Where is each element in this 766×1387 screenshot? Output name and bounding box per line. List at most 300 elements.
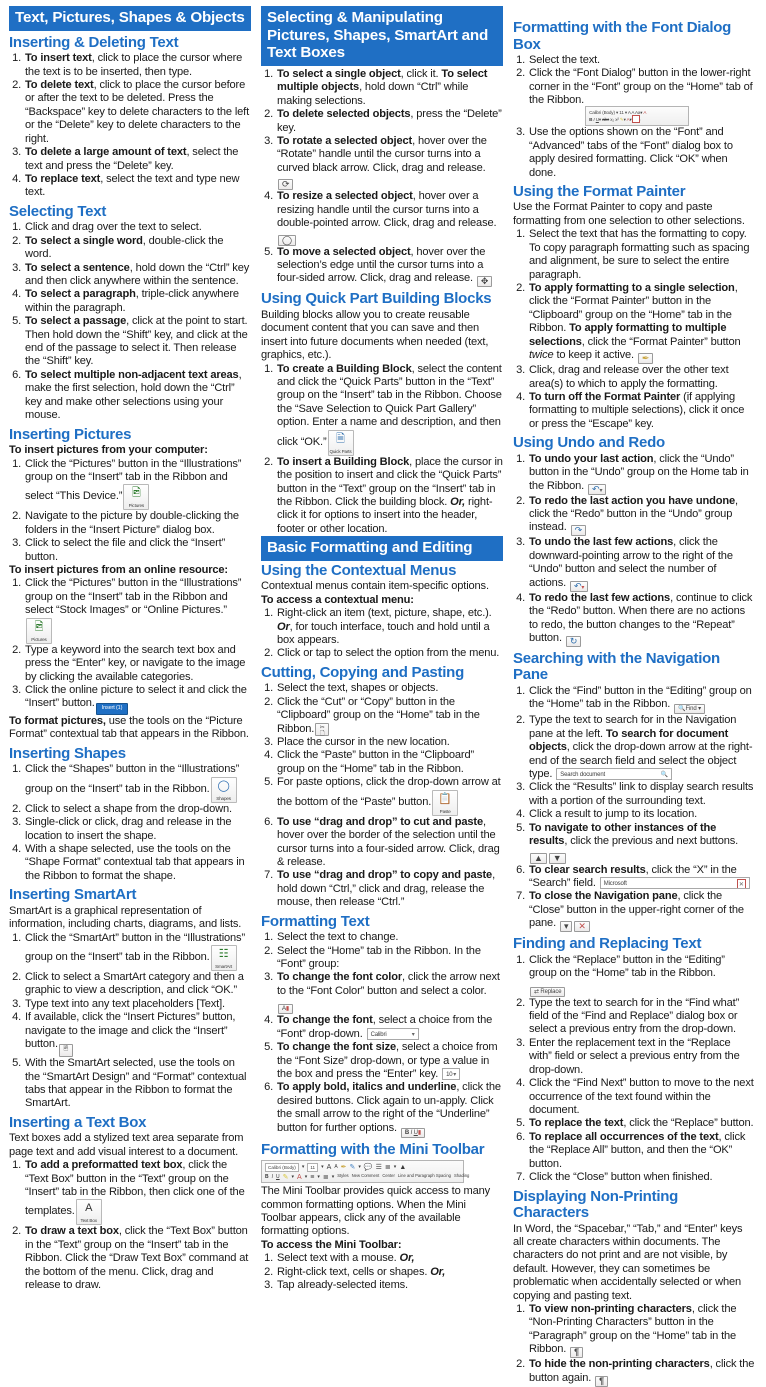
find-button[interactable] bbox=[674, 704, 705, 714]
navigation-search-placeholder: Search document bbox=[560, 772, 606, 779]
search-field-with-value[interactable] bbox=[600, 877, 750, 889]
list-item bbox=[528, 1303, 755, 1358]
heading-font-dialog-box: Formatting with the Font Dialog Box bbox=[513, 19, 732, 53]
item-text: Click the “SmartArt” button in the “Illustrations” group on the “Insert” tab in the Ribbon. bbox=[25, 931, 245, 963]
heading-format-painter: Using the Format Painter bbox=[513, 182, 686, 200]
list-item bbox=[276, 1041, 503, 1081]
list-item bbox=[24, 1057, 251, 1111]
item-text: , click the “Replace” button. bbox=[623, 1117, 754, 1130]
picture-glyph: 🖻 bbox=[131, 487, 141, 500]
replace-button-label: Replace bbox=[540, 988, 562, 995]
list-item bbox=[24, 684, 251, 715]
list-item bbox=[24, 315, 251, 369]
item-text: , click the “Close” button in the upper-right corner of the pane. bbox=[529, 890, 744, 930]
list-item bbox=[24, 1011, 251, 1057]
numbering-icon[interactable]: ≣ bbox=[322, 1174, 329, 1182]
highlight-color-icon[interactable]: ✎ bbox=[282, 1174, 289, 1182]
line-spacing-label[interactable]: Line and Paragraph Spacing bbox=[397, 1173, 451, 1179]
item-bold: To draw a text box bbox=[25, 1225, 119, 1238]
item-text: With the SmartArt selected, use the tools on the “SmartArt Design” and “Format” contextual tabs that appear in the Ribbon to format the SmartArt. bbox=[25, 1057, 247, 1110]
dialog-launcher-icon[interactable] bbox=[632, 115, 640, 123]
item-text: Enter the replacement text in the “Replace with” field or select a previous entry from the drop-down. bbox=[529, 1036, 740, 1076]
list-item bbox=[24, 843, 251, 883]
list-item bbox=[528, 997, 755, 1037]
replace-button[interactable] bbox=[530, 987, 565, 997]
format-painter-icon[interactable]: ✒ bbox=[638, 353, 653, 364]
item-bold: To change the font size bbox=[277, 1041, 396, 1054]
item-text: Type a keyword into the search text box and press the “Enter” key, or navigate to the image by clicking the available categories. bbox=[25, 643, 246, 683]
mini-toolbar-row-1 bbox=[265, 1163, 460, 1172]
repeat-icon[interactable]: ↻ bbox=[566, 636, 581, 647]
list-item bbox=[528, 822, 755, 864]
item-bold: To use “drag and drop” to copy and paste bbox=[277, 869, 493, 882]
list-item bbox=[276, 816, 503, 870]
new-comment-label[interactable]: New Comment bbox=[351, 1173, 380, 1179]
smartart-glyph: ☷ bbox=[218, 947, 229, 960]
search-icon[interactable]: 🔍 bbox=[660, 772, 669, 779]
list-item bbox=[276, 456, 503, 537]
rotate-cursor-icon: ⟳ bbox=[278, 179, 293, 190]
item-bold: To view non-printing characters bbox=[529, 1303, 692, 1316]
item-text: Click the “Font Dialog” button in the lower-right corner in the “Font” group on the “Home” tab of the Ribbon. bbox=[529, 67, 753, 107]
list-item bbox=[24, 763, 251, 802]
item-bold: To change the font color bbox=[277, 971, 403, 984]
list-item bbox=[24, 510, 251, 537]
item-text: Type the text to search for in the Navigation pane at the left. bbox=[529, 714, 737, 740]
font-size-value: 11 bbox=[619, 110, 624, 116]
column-3 bbox=[508, 6, 760, 1386]
list-item bbox=[276, 736, 503, 749]
item-text: , click the “Format Painter” button in the “Clipboard” group on the “Home” tab in the Ribbon. bbox=[529, 281, 738, 335]
strikethrough-icon: abc bbox=[602, 117, 610, 123]
heading-inserting-smartart: Inserting SmartArt bbox=[9, 886, 137, 904]
list-item bbox=[276, 363, 503, 456]
shapes-icon[interactable] bbox=[211, 777, 237, 803]
item-bold: To apply formatting to a single selection bbox=[529, 281, 735, 294]
item-text: , click the “Non-Printing Characters” button in the “Paragraph” group on the “Home” tab in the Ribbon. bbox=[529, 1303, 737, 1356]
item-text: Click the “Find Next” button to move to the next occurrence of the text found within the document. bbox=[529, 1077, 754, 1116]
line-paragraph-spacing-icon[interactable]: ≣ bbox=[384, 1164, 391, 1172]
shrink-font-icon: A bbox=[631, 110, 635, 116]
font-group-row-2: B I U▾ abc x₂ x² ✎▾ A▾ bbox=[589, 117, 632, 123]
pilcrow-glyph: ¶ bbox=[599, 1375, 604, 1386]
item-italic-bold: Or, bbox=[399, 1252, 415, 1265]
column-1 bbox=[4, 6, 256, 1292]
item-text: , hold down “Ctrl,” click and drag, release the mouse, then release “Ctrl.” bbox=[277, 869, 496, 909]
pictures-icon[interactable] bbox=[26, 618, 52, 644]
item-text-2: , hold down “Ctrl” while making selections. bbox=[277, 81, 469, 107]
resize-cursor-icon: ◯ bbox=[278, 235, 296, 246]
list-item bbox=[528, 54, 755, 67]
change-case-icon: Aa bbox=[634, 110, 641, 116]
chevron-down-icon: ▾ bbox=[321, 1164, 324, 1171]
item-text: , click to place the cursor before or after the text to be deleted. Press the “Backspace” key to delete characters to the left or the “Delete” key to delete characters to the right. bbox=[25, 78, 250, 145]
item-text: , press the “Delete” key. bbox=[277, 108, 502, 134]
item-text: , select the content and click the “Quick Parts” button in the “Text” group on the “Insert” tab in the Ribbon. Choose the “Save Selection to Quick Part Gallery” option. Enter a name and description, and then click “OK.” bbox=[277, 362, 502, 448]
item-text: Select the text to change. bbox=[277, 931, 399, 944]
font-group-preview[interactable] bbox=[585, 106, 689, 126]
item-bold: To select a single object bbox=[277, 67, 401, 80]
superscript-icon: x² bbox=[615, 117, 619, 123]
item-text: Click the online picture to select it and click the “Insert” button. bbox=[25, 684, 247, 710]
undo-dropdown-icon[interactable]: ↶▾ bbox=[570, 581, 588, 592]
item-text: , triple-click anywhere within the paragraph. bbox=[25, 288, 239, 314]
list-selecting-manipulating-objects bbox=[261, 68, 503, 287]
bullets-icon[interactable]: ≡ bbox=[310, 1174, 315, 1182]
move-cursor-icon: ✥ bbox=[477, 276, 492, 287]
quick-parts-icon[interactable] bbox=[328, 430, 354, 456]
text-box-icon[interactable] bbox=[76, 1199, 102, 1225]
item-text: Type the text to search for in the “Find what” field of the “Find and Replace” dialog box or select a previous entry from the drop-down. bbox=[529, 996, 740, 1036]
item-bold: To change the font bbox=[277, 1014, 373, 1027]
list-font-dialog-box bbox=[513, 54, 755, 180]
pictures-icon-label: Pictures bbox=[128, 503, 145, 509]
intro-text-box: Text boxes add a stylized text area separate from page text and add visual interest to a document. bbox=[9, 1132, 244, 1158]
font-group-row-1: Calibri (Body) ▾ 11 ▾ A A Aa▾ A bbox=[589, 110, 646, 116]
item-text: Right-click text, cells or shapes. bbox=[277, 1265, 431, 1278]
item-text: , click to place the cursor where the text is to be inserted, then type. bbox=[25, 52, 243, 78]
list-item bbox=[528, 1037, 755, 1077]
item-text: , make the first selection, hold down the “Ctrl” key and make other selections using your mouse. bbox=[25, 368, 242, 422]
list-item bbox=[24, 537, 251, 564]
item-text: For paste options, click the drop-down arrow at the bottom of the “Paste” button. bbox=[277, 776, 501, 808]
list-item bbox=[24, 971, 251, 998]
item-text: , click the “Replace All” button, and then the “OK” button. bbox=[529, 1130, 746, 1170]
center-label[interactable]: Center bbox=[382, 1173, 395, 1179]
item-text: (if applying formatting to multiple selections), click it once or press the “Escape” key. bbox=[529, 390, 745, 430]
item-text: Click the “Results” link to display search results with a portion of the surrounding text. bbox=[529, 781, 754, 807]
list-item bbox=[528, 391, 755, 431]
list-item bbox=[24, 577, 251, 643]
list-item bbox=[528, 1171, 755, 1184]
list-inserting-smartart bbox=[9, 932, 251, 1111]
item-bold: To insert a Building Block bbox=[277, 455, 410, 468]
item-bold: To clear search results bbox=[529, 863, 646, 876]
chevron-down-icon: ▾ bbox=[358, 1164, 361, 1171]
list-non-printing-characters bbox=[513, 1303, 755, 1387]
item-text: , click the previous and next buttons. bbox=[564, 835, 739, 848]
subscript-icon: x₂ bbox=[610, 117, 615, 123]
font-color-icon[interactable]: A bbox=[297, 1174, 302, 1182]
item-text: Select the “Home” tab in the Ribbon. In the “Font” group: bbox=[277, 944, 481, 971]
note-text: use the tools on the “Picture Format” contextual tab that appears in the Ribbon. bbox=[9, 714, 249, 741]
item-bold: To select a sentence bbox=[25, 261, 130, 274]
item-bold: To close the Navigation pane bbox=[529, 890, 678, 903]
list-item bbox=[528, 890, 755, 932]
italic-icon[interactable]: I bbox=[271, 1174, 274, 1181]
chevron-down-icon: ▾ bbox=[453, 1071, 457, 1078]
mini-toolbar-row-2 bbox=[265, 1173, 470, 1182]
mini-font-name[interactable]: Calibri (Body) bbox=[265, 1163, 299, 1172]
smartart-icon-label: SmartArt bbox=[215, 963, 233, 969]
font-size-dropdown[interactable] bbox=[442, 1068, 460, 1080]
list-contextual-menus bbox=[261, 607, 503, 661]
list-item bbox=[276, 1014, 503, 1041]
item-text: Single-click or click, drag and release in the location to insert the shape. bbox=[25, 816, 232, 842]
shape-glyph: ◯ bbox=[217, 779, 230, 792]
list-item bbox=[24, 262, 251, 289]
item-text: , click the “Undo” button in the “Undo” group on the Home tab in the Ribbon. bbox=[529, 452, 749, 492]
quick-parts-glyph: 🗎 bbox=[336, 432, 345, 445]
text-box-icon-label: Text Box bbox=[80, 1218, 97, 1224]
navigation-search-input[interactable] bbox=[556, 768, 672, 780]
item-italic-bold: Or, bbox=[450, 495, 466, 508]
subheading-access-mini-toolbar: To access the Mini Toolbar: bbox=[261, 1238, 402, 1251]
picture-glyph: 🖻 bbox=[34, 620, 44, 633]
list-item bbox=[24, 52, 251, 79]
pane-options-icon[interactable]: ▾ bbox=[560, 921, 572, 932]
format-painter-icon[interactable]: ✒ bbox=[340, 1164, 347, 1172]
list-item bbox=[276, 945, 503, 972]
item-italic-bold: Or, bbox=[430, 1265, 446, 1278]
list-item bbox=[528, 536, 755, 591]
list-item bbox=[528, 592, 755, 647]
chevron-down-icon: ▾ bbox=[304, 1174, 308, 1181]
font-group-footer bbox=[633, 116, 640, 122]
chevron-down-icon: ▾ bbox=[317, 1174, 320, 1181]
item-text: Click the “Pictures” button in the “Illustrations” group on the “Insert” tab in the Ribbon and select “This Device.” bbox=[25, 457, 242, 503]
heading-selecting-text: Selecting Text bbox=[9, 202, 107, 220]
column-2 bbox=[256, 6, 508, 1292]
note-format-pictures bbox=[9, 715, 251, 742]
list-item bbox=[276, 1252, 503, 1265]
item-bold: To turn off the Format Painter bbox=[529, 390, 681, 403]
item-text: , select a choice from the “Font” drop-down. bbox=[277, 1014, 493, 1040]
find-button-label: Find bbox=[685, 706, 697, 713]
item-bold-2: To apply formatting to multiple selections bbox=[529, 322, 727, 348]
item-bold: To redo the last action you have undone bbox=[529, 494, 735, 507]
item-text: Click or tap to select the option from the menu. bbox=[277, 647, 500, 660]
item-text: Click the “Shapes” button in the “Illustrations” group on the “Insert” tab in the Ribbon. bbox=[25, 763, 240, 795]
item-text: Select the text that has the formatting to copy. To copy paragraph formatting such as spacing and alignment, be sure to select the entire paragraph. bbox=[529, 228, 750, 281]
list-item bbox=[528, 453, 755, 495]
list-item bbox=[528, 714, 755, 781]
underline-icon[interactable]: U bbox=[276, 1174, 280, 1181]
close-icon[interactable]: ✕ bbox=[574, 921, 589, 932]
list-undo-redo bbox=[513, 453, 755, 647]
item-bold: To undo the last few actions bbox=[529, 536, 674, 549]
font-dropdown[interactable] bbox=[367, 1028, 419, 1040]
section-band-selecting-manipulating: Selecting & Manipulating Pictures, Shapes, SmartArt and Text Boxes bbox=[261, 6, 503, 66]
item-text: Select text with a mouse. bbox=[277, 1252, 400, 1265]
item-bold: To delete selected objects bbox=[277, 108, 411, 121]
mini-toolbar-preview[interactable] bbox=[261, 1160, 470, 1183]
insert-pictures-icon[interactable]: 🖻 bbox=[59, 1044, 73, 1057]
list-item bbox=[528, 282, 755, 364]
item-bold: To undo your last action bbox=[529, 452, 654, 465]
item-text: , click the “Text Box” button in the “Text” group on the “Insert” tab in the Ribbon. Click the “Draw Text Box” command at the bottom of the menu. Click, drag and release to draw. bbox=[25, 1225, 249, 1292]
shapes-icon-label: Shapes bbox=[216, 795, 231, 801]
smartart-icon[interactable] bbox=[211, 945, 237, 971]
shading-icon[interactable]: ▲ bbox=[399, 1164, 407, 1172]
item-bold: To replace the text bbox=[529, 1117, 624, 1130]
list-item bbox=[24, 932, 251, 971]
section-band-text-pictures-shapes-objects: Text, Pictures, Shapes & Objects bbox=[9, 6, 251, 31]
search-icon: 🔍 bbox=[678, 706, 686, 713]
grow-font-icon[interactable]: A bbox=[326, 1164, 332, 1172]
list-item bbox=[528, 1117, 755, 1130]
paste-icon[interactable] bbox=[432, 790, 458, 816]
list-item bbox=[528, 364, 755, 391]
shading-label[interactable]: Shading bbox=[454, 1173, 470, 1179]
heading-find-and-replace: Finding and Replacing Text bbox=[513, 935, 702, 953]
previous-result-icon[interactable]: ▲ bbox=[530, 853, 547, 864]
list-item bbox=[276, 931, 503, 944]
list-item bbox=[528, 685, 755, 714]
item-bold: To apply bold, italics and underline bbox=[277, 1081, 457, 1094]
intro-format-painter: Use the Format Painter to copy and paste formatting from one selection to other selections. bbox=[513, 201, 745, 227]
pictures-icon[interactable] bbox=[123, 484, 149, 510]
item-bold: To redo the last few actions bbox=[529, 591, 671, 604]
item-text: , continue to click the “Redo” button. When there are no actions to redo, the button changes to the “Repeat” button. bbox=[529, 591, 753, 644]
note-bold: To format pictures, bbox=[9, 714, 106, 727]
paste-icon-label: Paste bbox=[439, 808, 451, 814]
list-item bbox=[528, 1077, 755, 1117]
list-item bbox=[24, 221, 251, 234]
pilcrow-glyph: ¶ bbox=[574, 1347, 579, 1358]
redo-icon[interactable]: ↷ bbox=[571, 525, 586, 536]
list-item bbox=[276, 776, 503, 815]
item-text: Click to select the file and click the “Insert” button. bbox=[25, 537, 226, 563]
item-text: Click to select a shape from the drop-down. bbox=[25, 802, 232, 815]
item-text: Click the “Close” button when finished. bbox=[529, 1171, 713, 1184]
item-bold: To create a Building Block bbox=[277, 362, 412, 375]
chevron-down-icon: ▾ bbox=[698, 706, 701, 713]
font-color-icon[interactable]: A▮ bbox=[278, 1004, 293, 1014]
center-align-icon[interactable]: ☰ bbox=[375, 1164, 382, 1172]
item-bold: To resize a selected object bbox=[277, 190, 413, 203]
italic-icon: I bbox=[410, 1129, 413, 1136]
list-item bbox=[24, 369, 251, 423]
list-item bbox=[24, 288, 251, 315]
heading-inserting-pictures: Inserting Pictures bbox=[9, 425, 132, 443]
list-item bbox=[24, 235, 251, 262]
item-text: , select the text and type new text. bbox=[25, 172, 240, 199]
item-text: , click the downward-pointing arrow to the right of the “Undo” button and select the number of actions. bbox=[529, 536, 733, 589]
list-item bbox=[24, 458, 251, 511]
font-color-icon: A bbox=[626, 117, 630, 123]
item-italic: twice bbox=[529, 349, 554, 362]
highlight-icon: ✎ bbox=[619, 117, 624, 123]
intro-bold: To access a contextual menu: bbox=[261, 593, 414, 606]
item-bold-2: To select multiple objects bbox=[277, 67, 488, 94]
item-text: , hover over the “Rotate” handle until the cursor turns into a curved black arrow. Click, drag and release. bbox=[277, 134, 487, 174]
item-text: Click the “Cut” or “Copy” button in the “Clipboard” group on the “Home” tab in the Ribbon. bbox=[277, 695, 480, 735]
undo-icon[interactable]: ↶▾ bbox=[588, 484, 606, 495]
clear-search-icon[interactable]: ✕ bbox=[737, 879, 746, 889]
intro-building-blocks: Building blocks allow you to create reusable document content that you can save and then insert into future documents when needed (text, graphics, etc.). bbox=[261, 308, 489, 362]
list-selecting-text bbox=[9, 221, 251, 422]
list-item bbox=[528, 1358, 755, 1386]
next-result-icon[interactable]: ▼ bbox=[549, 853, 566, 864]
shrink-font-icon[interactable]: A bbox=[334, 1164, 338, 1171]
list-item bbox=[276, 869, 503, 909]
bold-icon[interactable]: B bbox=[265, 1174, 269, 1181]
item-text: Place the cursor in the new location. bbox=[277, 736, 450, 749]
item-bold: To select a passage bbox=[25, 315, 127, 328]
item-text: With a shape selected, use the tools on the “Shape Format” contextual tab that appears in the Ribbon to format the shape. bbox=[25, 842, 245, 882]
list-item bbox=[528, 781, 755, 808]
subheading-insert-from-online: To insert pictures from an online resource: bbox=[9, 564, 228, 577]
item-bold-2: To search for document objects bbox=[529, 727, 729, 754]
pilcrow-icon[interactable] bbox=[595, 1376, 608, 1387]
list-find-and-replace bbox=[513, 954, 755, 1185]
item-text: Select the text. bbox=[529, 54, 600, 66]
font-dropdown-value: Calibri bbox=[370, 1031, 387, 1038]
list-item bbox=[276, 108, 503, 135]
item-text-2: , click the “Format Painter” button bbox=[581, 335, 741, 348]
list-item bbox=[24, 1159, 251, 1225]
list-item bbox=[276, 749, 503, 776]
mini-font-size[interactable]: 11 bbox=[307, 1163, 318, 1172]
item-text: Navigate to the picture by double-clicking the folders in the “Insert Picture” dialog box. bbox=[25, 510, 239, 536]
item-text: Click the “Paste” button in the “Clipboard” group on the “Home” tab in the Ribbon. bbox=[277, 749, 475, 775]
bold-icon: B bbox=[589, 117, 593, 123]
subheading-insert-from-computer: To insert pictures from your computer: bbox=[9, 444, 208, 457]
underline-icon: U bbox=[595, 117, 599, 123]
chevron-down-icon: ▾ bbox=[291, 1174, 295, 1181]
heading-navigation-pane-search: Searching with the Navigation Pane bbox=[513, 649, 720, 684]
new-comment-icon[interactable]: 💬 bbox=[363, 1164, 373, 1172]
item-bold: To replace all occurrences of the text bbox=[529, 1130, 719, 1143]
list-item bbox=[528, 126, 755, 180]
styles-label[interactable]: Styles bbox=[337, 1173, 349, 1179]
item-text: , click at the point to start. Then hold down the “Shift” key, and click at the end of the passage to select it. Then release the “Shift” key. bbox=[25, 315, 248, 368]
item-text: Tap already-selected items. bbox=[277, 1279, 408, 1292]
list-item bbox=[276, 682, 503, 695]
item-text: , hold down the “Ctrl” key and then click anywhere within the sentence. bbox=[25, 261, 250, 287]
item-bold: To delete a large amount of text bbox=[25, 146, 187, 159]
pilcrow-icon[interactable] bbox=[570, 1347, 583, 1358]
bold-icon: B bbox=[404, 1129, 410, 1136]
item-text: Right-click an item (text, picture, shape, etc.). bbox=[277, 607, 492, 620]
list-item bbox=[276, 1279, 503, 1292]
item-text: , select the text and press the “Delete” key. bbox=[25, 146, 239, 172]
list-item bbox=[528, 808, 755, 821]
replace-icon: ⇄ bbox=[534, 988, 539, 995]
item-bold: To select a paragraph bbox=[25, 288, 136, 301]
list-insert-pictures-computer bbox=[9, 458, 251, 565]
insert-button[interactable]: Insert (1) bbox=[96, 703, 129, 715]
item-text: , click the arrow next to the “Font Color” button and select a color. bbox=[277, 971, 500, 997]
clear-formatting-icon: A bbox=[643, 110, 646, 116]
list-item bbox=[276, 68, 503, 108]
list-inserting-shapes bbox=[9, 763, 251, 883]
heading-contextual-menus: Using the Contextual Menus bbox=[261, 561, 457, 579]
intro-smartart: SmartArt is a graphical representation of information, including charts, diagrams, and lists. bbox=[9, 904, 242, 931]
paste-glyph: 📋 bbox=[438, 792, 452, 805]
list-item bbox=[276, 246, 503, 288]
list-item bbox=[528, 954, 755, 997]
item-text: , click the “Text Box” button in the “Text” group on the “Insert” tab in the Ribbon, then click one of the templates. bbox=[25, 1159, 245, 1218]
item-text: Click a result to jump to its location. bbox=[529, 808, 698, 821]
intro-contextual-menus bbox=[261, 580, 503, 607]
bold-italic-underline-icons[interactable]: B I U▮ bbox=[401, 1128, 425, 1138]
list-item bbox=[24, 146, 251, 173]
cut-copy-icon[interactable]: ✂ 🗋 bbox=[315, 723, 329, 736]
chevron-down-icon: ▾ bbox=[301, 1164, 305, 1171]
intro-mini-toolbar: The Mini Toolbar provides quick access to many common formatting options. When the Mini Toolbar appears, click any of the available formatting options. bbox=[261, 1185, 491, 1238]
item-bold: To delete text bbox=[25, 78, 94, 91]
item-text: , double-click the word. bbox=[25, 234, 224, 261]
list-item bbox=[528, 67, 755, 126]
text-highlight-icon[interactable]: ✎ bbox=[349, 1164, 356, 1172]
item-bold: To add a preformatted text box bbox=[25, 1159, 183, 1172]
item-text: , click the “X” in the “Search” field. bbox=[529, 863, 737, 889]
intro-text: Contextual menus contain item-specific options. bbox=[261, 580, 489, 593]
item-bold: To navigate to other instances of the results bbox=[529, 821, 717, 848]
list-item bbox=[276, 1081, 503, 1137]
